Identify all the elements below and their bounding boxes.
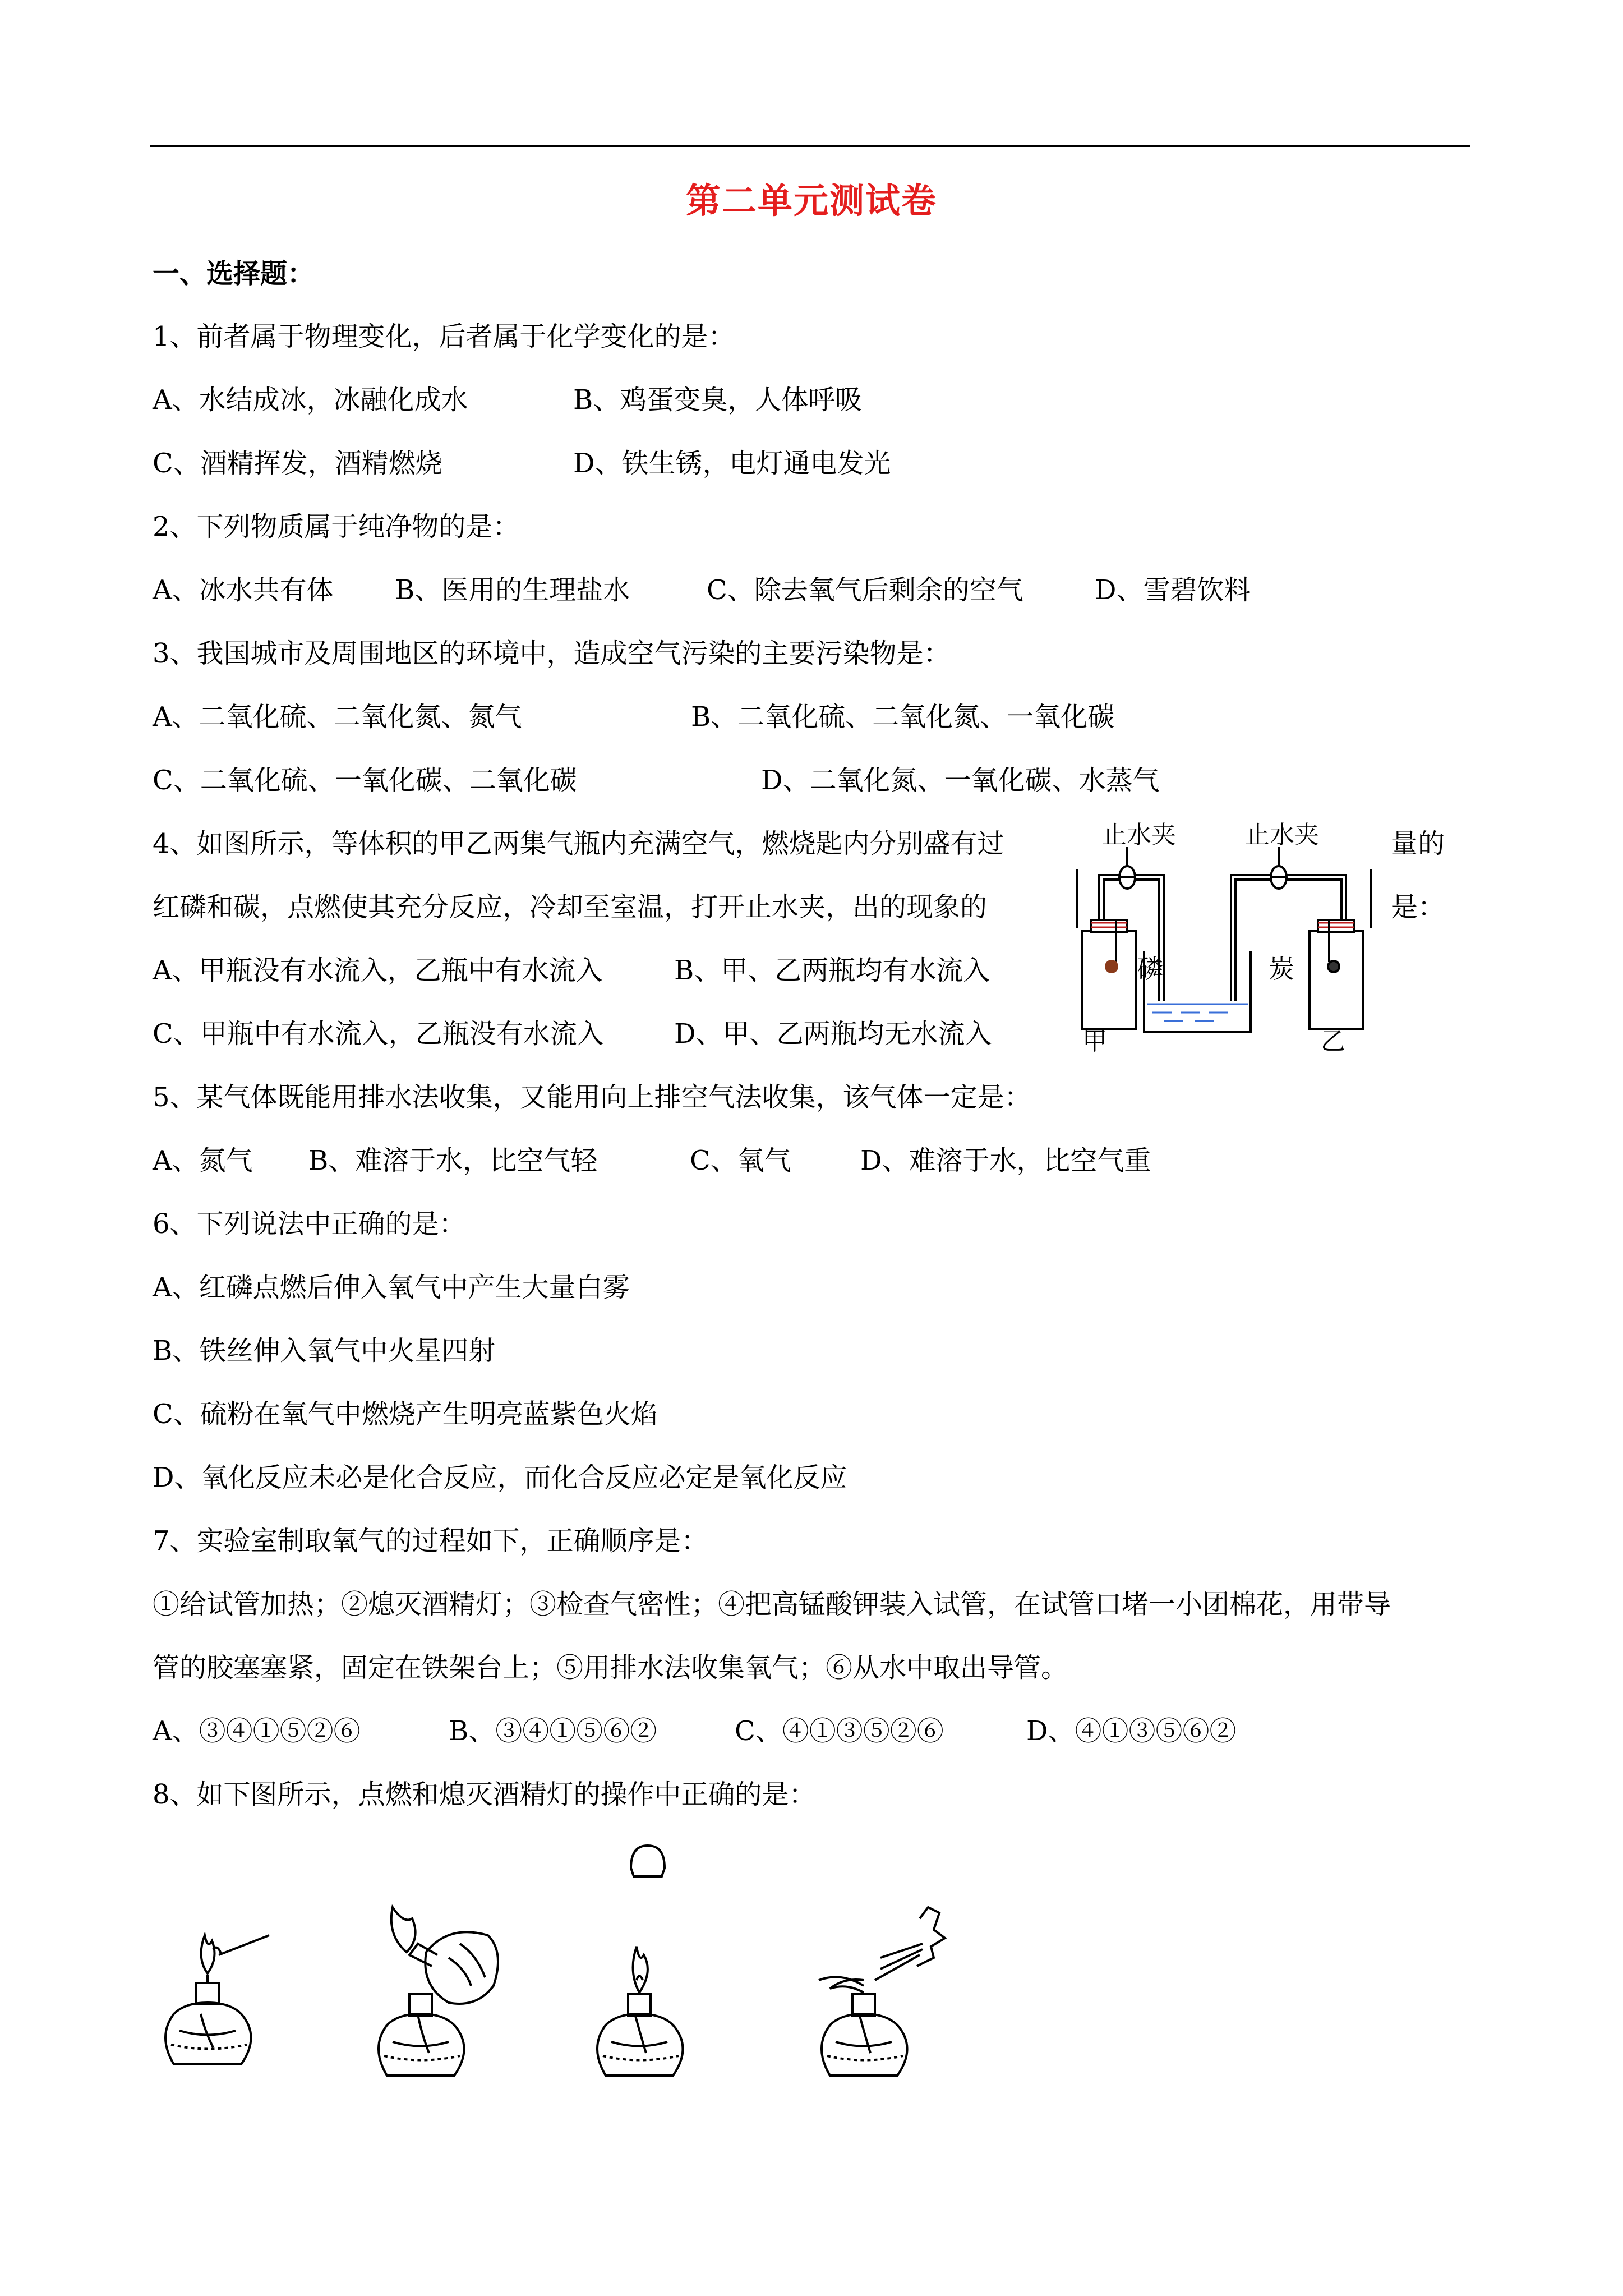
q3-option-d: D、二氧化氮、一氧化碳、水蒸气 — [761, 765, 1160, 796]
q5-stem: 5、某气体既能用排水法收集，又能用向上排空气法收集，该气体一定是： — [153, 1082, 1031, 1113]
q2-option-d: D、雪碧饮料 — [1095, 574, 1251, 606]
q5-option-b: B、难溶于水，比空气轻 — [308, 1145, 598, 1176]
q7-option-b: B、③④①⑤⑥② — [449, 1715, 657, 1747]
q7-option-a: A、③④①⑤②⑥ — [153, 1715, 361, 1747]
header-rule — [150, 145, 1470, 147]
lamp-b — [379, 1907, 498, 2076]
q3-option-c: C、二氧化硫、一氧化碳、二氧化碳 — [153, 765, 577, 796]
q2-option-c: C、除去氧气后剩余的空气 — [707, 574, 1023, 606]
q6-option-c: C、硫粉在氧气中燃烧产生明亮蓝紫色火焰 — [153, 1398, 658, 1430]
q4-stem-line2-end: 是： — [1391, 891, 1445, 923]
q6-option-b: B、铁丝伸入氧气中火星四射 — [153, 1335, 496, 1366]
q7-stem: 7、实验室制取氧气的过程如下，正确顺序是： — [153, 1525, 708, 1557]
right-bottle-label: 乙 — [1321, 1028, 1345, 1055]
q1-option-d: D、铁生锈，电灯通电发光 — [573, 448, 891, 479]
q7-steps-line2: 管的胶塞塞紧，固定在铁架台上；⑤用排水法收集氧气；⑥从水中取出导管。 — [153, 1652, 1068, 1683]
q5-option-a: A、氮气 — [153, 1145, 253, 1176]
lamp-d — [819, 1907, 945, 2076]
q3-option-a: A、二氧化硫、二氧化氮、氮气 — [153, 701, 522, 733]
lamp-c — [597, 1846, 683, 2076]
q1-stem: 1、前者属于物理变化，后者属于化学变化的是： — [153, 321, 735, 352]
left-stopper — [1091, 920, 1127, 932]
q2-option-a: A、冰水共有体 — [153, 574, 334, 606]
q1-option-b: B、鸡蛋变臭，人体呼吸 — [573, 384, 863, 416]
q7-option-d: D、④①③⑤⑥② — [1026, 1715, 1237, 1747]
right-bottle — [1310, 931, 1363, 1029]
face-profile — [917, 1907, 945, 1966]
lamp-cap — [631, 1846, 665, 1876]
left-clamp-label: 止水夹 — [1102, 821, 1176, 849]
q4-apparatus-figure — [1066, 816, 1385, 1055]
q4-option-b: B、甲、乙两瓶均有水流入 — [674, 955, 990, 986]
right-substance-label: 炭 — [1269, 954, 1294, 983]
q7-option-c: C、④①③⑤②⑥ — [735, 1715, 944, 1747]
lamp-a — [165, 1935, 269, 2064]
right-stopper — [1318, 920, 1354, 932]
q4-option-a: A、甲瓶没有水流入，乙瓶中有水流入 — [153, 955, 603, 986]
q4-stem-line1-end: 量的 — [1391, 828, 1445, 859]
q5-option-c: C、氧气 — [690, 1145, 791, 1176]
right-clamp-label: 止水夹 — [1245, 821, 1319, 849]
q4-option-d: D、甲、乙两瓶均无水流入 — [674, 1018, 992, 1050]
q6-option-a: A、红磷点燃后伸入氧气中产生大量白雾 — [153, 1272, 630, 1303]
page-title: 第二单元测试卷 — [685, 180, 937, 221]
left-bottle-label: 甲 — [1082, 1028, 1107, 1055]
q1-option-c: C、酒精挥发，酒精燃烧 — [153, 448, 442, 479]
q3-stem: 3、我国城市及周围地区的环境中，造成空气污染的主要污染物是： — [153, 638, 951, 669]
q4-option-c: C、甲瓶中有水流入，乙瓶没有水流入 — [153, 1018, 604, 1050]
q2-stem: 2、下列物质属于纯净物的是： — [153, 511, 520, 542]
q7-steps-line1: ①给试管加热；②熄灭酒精灯；③检查气密性；④把高锰酸钾装入试管，在试管口堵一小团棉花，用带导 — [153, 1589, 1391, 1620]
left-bottle — [1082, 931, 1136, 1029]
q2-option-b: B、医用的生理盐水 — [395, 574, 630, 606]
q5-option-d: D、难溶于水，比空气重 — [860, 1145, 1151, 1176]
q4-stem-line1: 4、如图所示，等体积的甲乙两集气瓶内充满空气，燃烧匙内分别盛有过 — [153, 828, 1004, 859]
left-substance-label: 磷 — [1137, 954, 1163, 983]
q3-option-b: B、二氧化硫、二氧化氮、一氧化碳 — [691, 701, 1115, 733]
section-heading: 一、选择题： — [153, 258, 315, 289]
q8-stem: 8、如下图所示，点燃和熄灭酒精灯的操作中正确的是： — [153, 1779, 816, 1810]
q4-stem-line2: 红磷和碳，点燃使其充分反应，冷却至室温，打开止水夹，出的现象的 — [153, 891, 988, 923]
q6-option-d: D、氧化反应未必是化合反应，而化合反应必定是氧化反应 — [153, 1462, 847, 1493]
q6-stem: 6、下列说法中正确的是： — [153, 1208, 466, 1240]
q1-option-a: A、水结成冰，冰融化成水 — [153, 384, 468, 416]
q8-lamp-figures — [151, 1846, 970, 2092]
beaker-water — [1147, 1004, 1248, 1021]
